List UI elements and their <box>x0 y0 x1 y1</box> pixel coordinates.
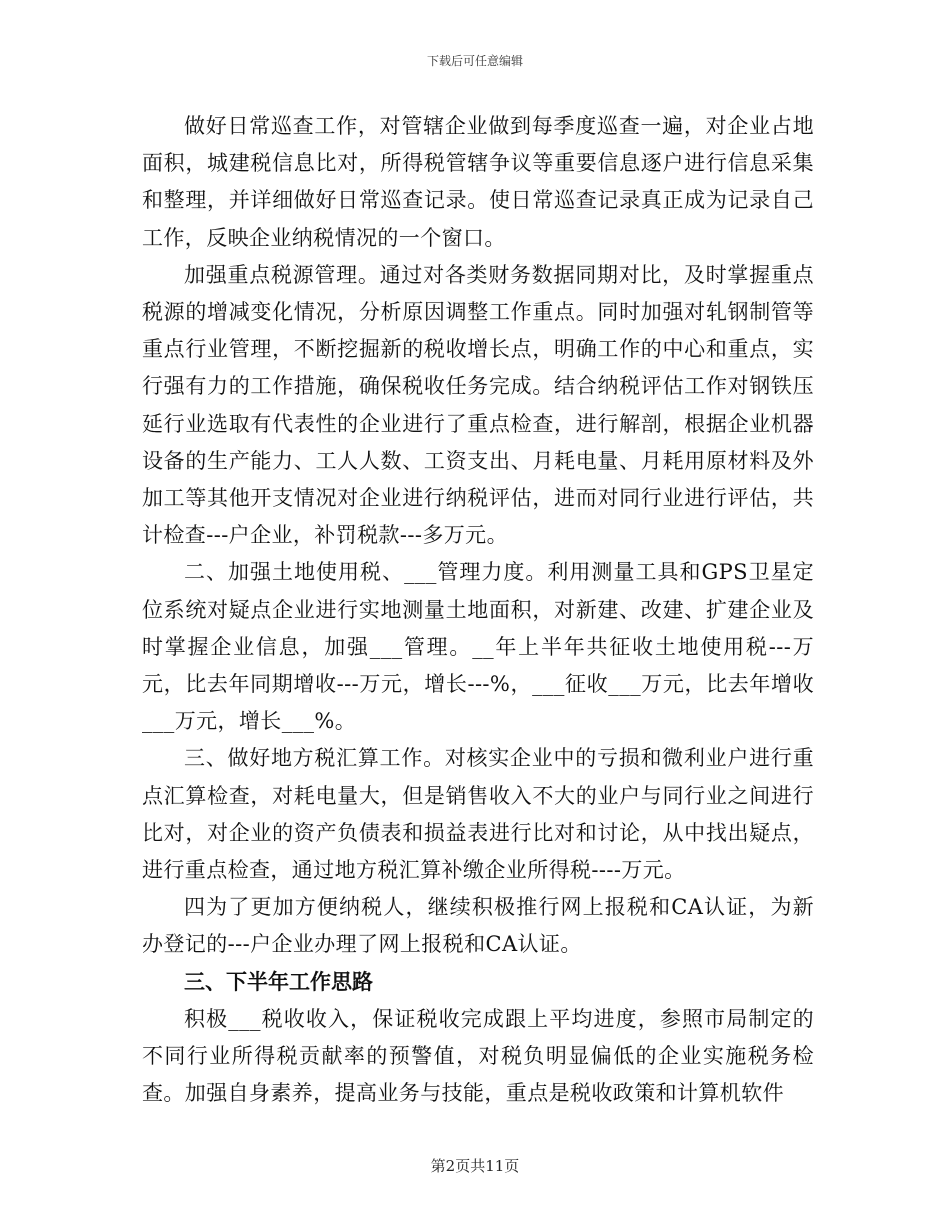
paragraph-daily-inspection: 做好日常巡查工作，对管辖企业做到每季度巡查一遍，对企业占地面积，城建税信息比对，所得税管辖争议等重要信息逐户进行信息采集和整理，并详细做好日常巡查记录。使日常巡查记录真正成为记录自己工作，反映企业纳税情况的一个窗口。 <box>142 114 814 250</box>
paragraph-key-tax-source: 加强重点税源管理。通过对各类财务数据同期对比，及时掌握重点税源的增减变化情况，分析原因调整工作重点。同时加强对轧钢制管等重点行业管理，不断挖掘新的税收增长点，明确工作的中心和重点，实行强有力的工作措施，确保税收任务完成。结合纳税评估工作对钢铁压延行业选取有代表性的企业进行了重点检查，进行解剖，根据企业机器设备的生产能力、工人人数、工资支出、月耗电量、月耗用原材料及外加工等其他开支情况对企业进行纳税评估，进而对同行业进行评估，共计检查---户企业，补罚税款---多万元。 <box>142 262 814 548</box>
document-body <box>142 108 814 1112</box>
section-heading: 三、下半年工作思路 <box>184 969 373 994</box>
paragraph-second-half-plan: 积极___税收收入，保证税收完成跟上平均进度，参照市局制定的不同行业所得税贡献率的预警值，对税负明显偏低的企业实施税务检查。加强自身素养，提高业务与技能，重点是税收政策和计算机软件 <box>142 1006 814 1106</box>
paragraph-local-tax-settlement: 三、做好地方税汇算工作。对核实企业中的亏损和微利业户进行重点汇算检查，对耗电量大，但是销售收入不大的业户与同行业之间进行比对，对企业的资产负债表和损益表进行比对和讨论，从中找出疑点，进行重点检查，通过地方税汇算补缴企业所得税----万元。 <box>142 746 814 883</box>
paragraph-online-filing: 四为了更加方便纳税人，继续积极推行网上报税和CA认证，为新办登记的---户企业办理了网上报税和CA认证。 <box>142 895 814 957</box>
paragraph-land-use-tax: 二、加强土地使用税、___管理力度。利用测量工具和GPS卫星定位系统对疑点企业进行实地测量土地面积，对新建、改建、扩建企业及时掌握企业信息，加强___管理。__年上半年共征收土地使用税---万元，比去年同期增收---万元，增长---%，___征收___万元，比去年增收___万元，增长___%。 <box>142 560 814 734</box>
page-number: 第2页共11页 <box>430 1157 520 1175</box>
page-header-note: 下载后可任意编辑 <box>426 54 523 68</box>
